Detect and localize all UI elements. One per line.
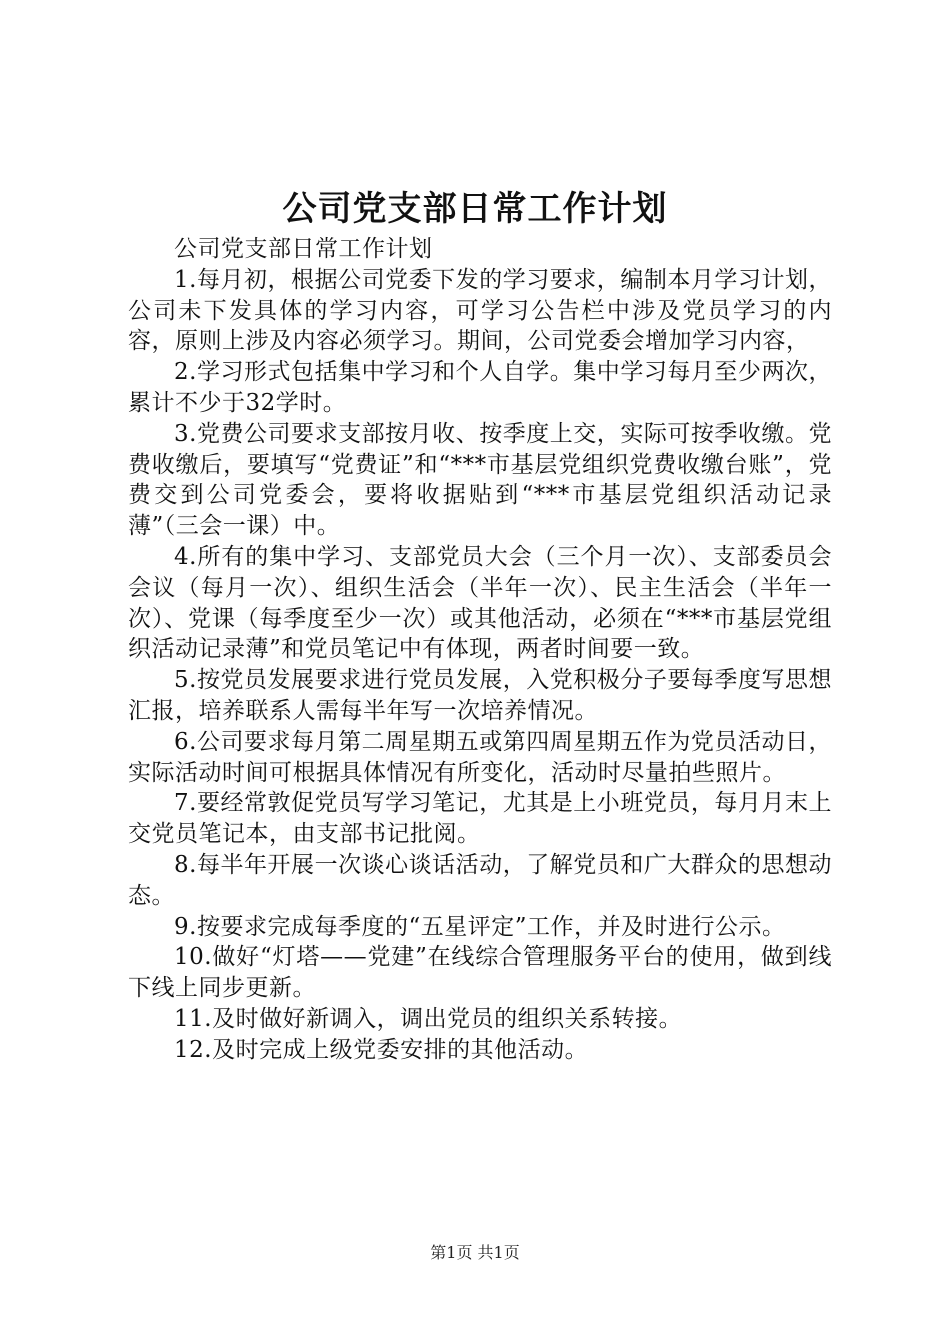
paragraph-item-1: 1.每月初，根据公司党委下发的学习要求，编制本月学习计划，公司未下发具体的学习内容，可学习公告栏中涉及党员学习的内容，原则上涉及内容必须学习。期间，公司党委会增加学习内容， (128, 266, 832, 355)
page-footer: 第1页 共1页 (430, 1243, 520, 1262)
document-body (128, 234, 832, 1066)
paragraph-item-12: 12.及时完成上级党委安排的其他活动。 (174, 1036, 589, 1063)
paragraph-subtitle: 公司党支部日常工作计划 (174, 236, 433, 262)
paragraph-item-6: 6.公司要求每月第二周星期五或第四周星期五作为党员活动日，实际活动时间可根据具体情况有所变化，活动时尽量拍些照片。 (128, 728, 832, 786)
paragraph-item-5: 5.按党员发展要求进行党员发展，入党积极分子要每季度写思想汇报，培养联系人需每半年写一次培养情况。 (128, 667, 832, 724)
paragraph-item-11: 11.及时做好新调入，调出党员的组织关系转接。 (174, 1005, 683, 1032)
paragraph-item-9: 9.按要求完成每季度的“五星评定”工作，并及时进行公示。 (174, 913, 786, 940)
paragraph-item-2: 2.学习形式包括集中学习和个人自学。集中学习每月至少两次，累计不少于32学时。 (128, 359, 832, 416)
paragraph-item-10: 10.做好“灯塔——党建”在线综合管理服务平台的使用，做到线下线上同步更新。 (128, 944, 832, 1002)
paragraph-item-7: 7.要经常敦促党员写学习笔记，尤其是上小班党员，每月月末上交党员笔记本，由支部书记批阅。 (128, 790, 832, 848)
document-title: 公司党支部日常工作计划 (282, 189, 668, 229)
paragraph-item-3: 3.党费公司要求支部按月收、按季度上交，实际可按季收缴。党费收缴后，要填写“党费证”和“***市基层党组织党费收缴台账”，党费交到公司党委会，要将收据贴到“***市基层党组织活动记录薄”（三会一课）中。 (128, 420, 832, 540)
paragraph-item-8: 8.每半年开展一次谈心谈话活动，了解党员和广大群众的思想动态。 (128, 851, 832, 909)
paragraph-item-4: 4.所有的集中学习、支部党员大会（三个月一次）、支部委员会会议（每月一次）、组织生活会（半年一次）、民主生活会（半年一次）、党课（每季度至少一次）或其他活动，必须在“***市基层党组织活动记录薄”和党员笔记中有体现，两者时间要一致。 (128, 543, 832, 663)
